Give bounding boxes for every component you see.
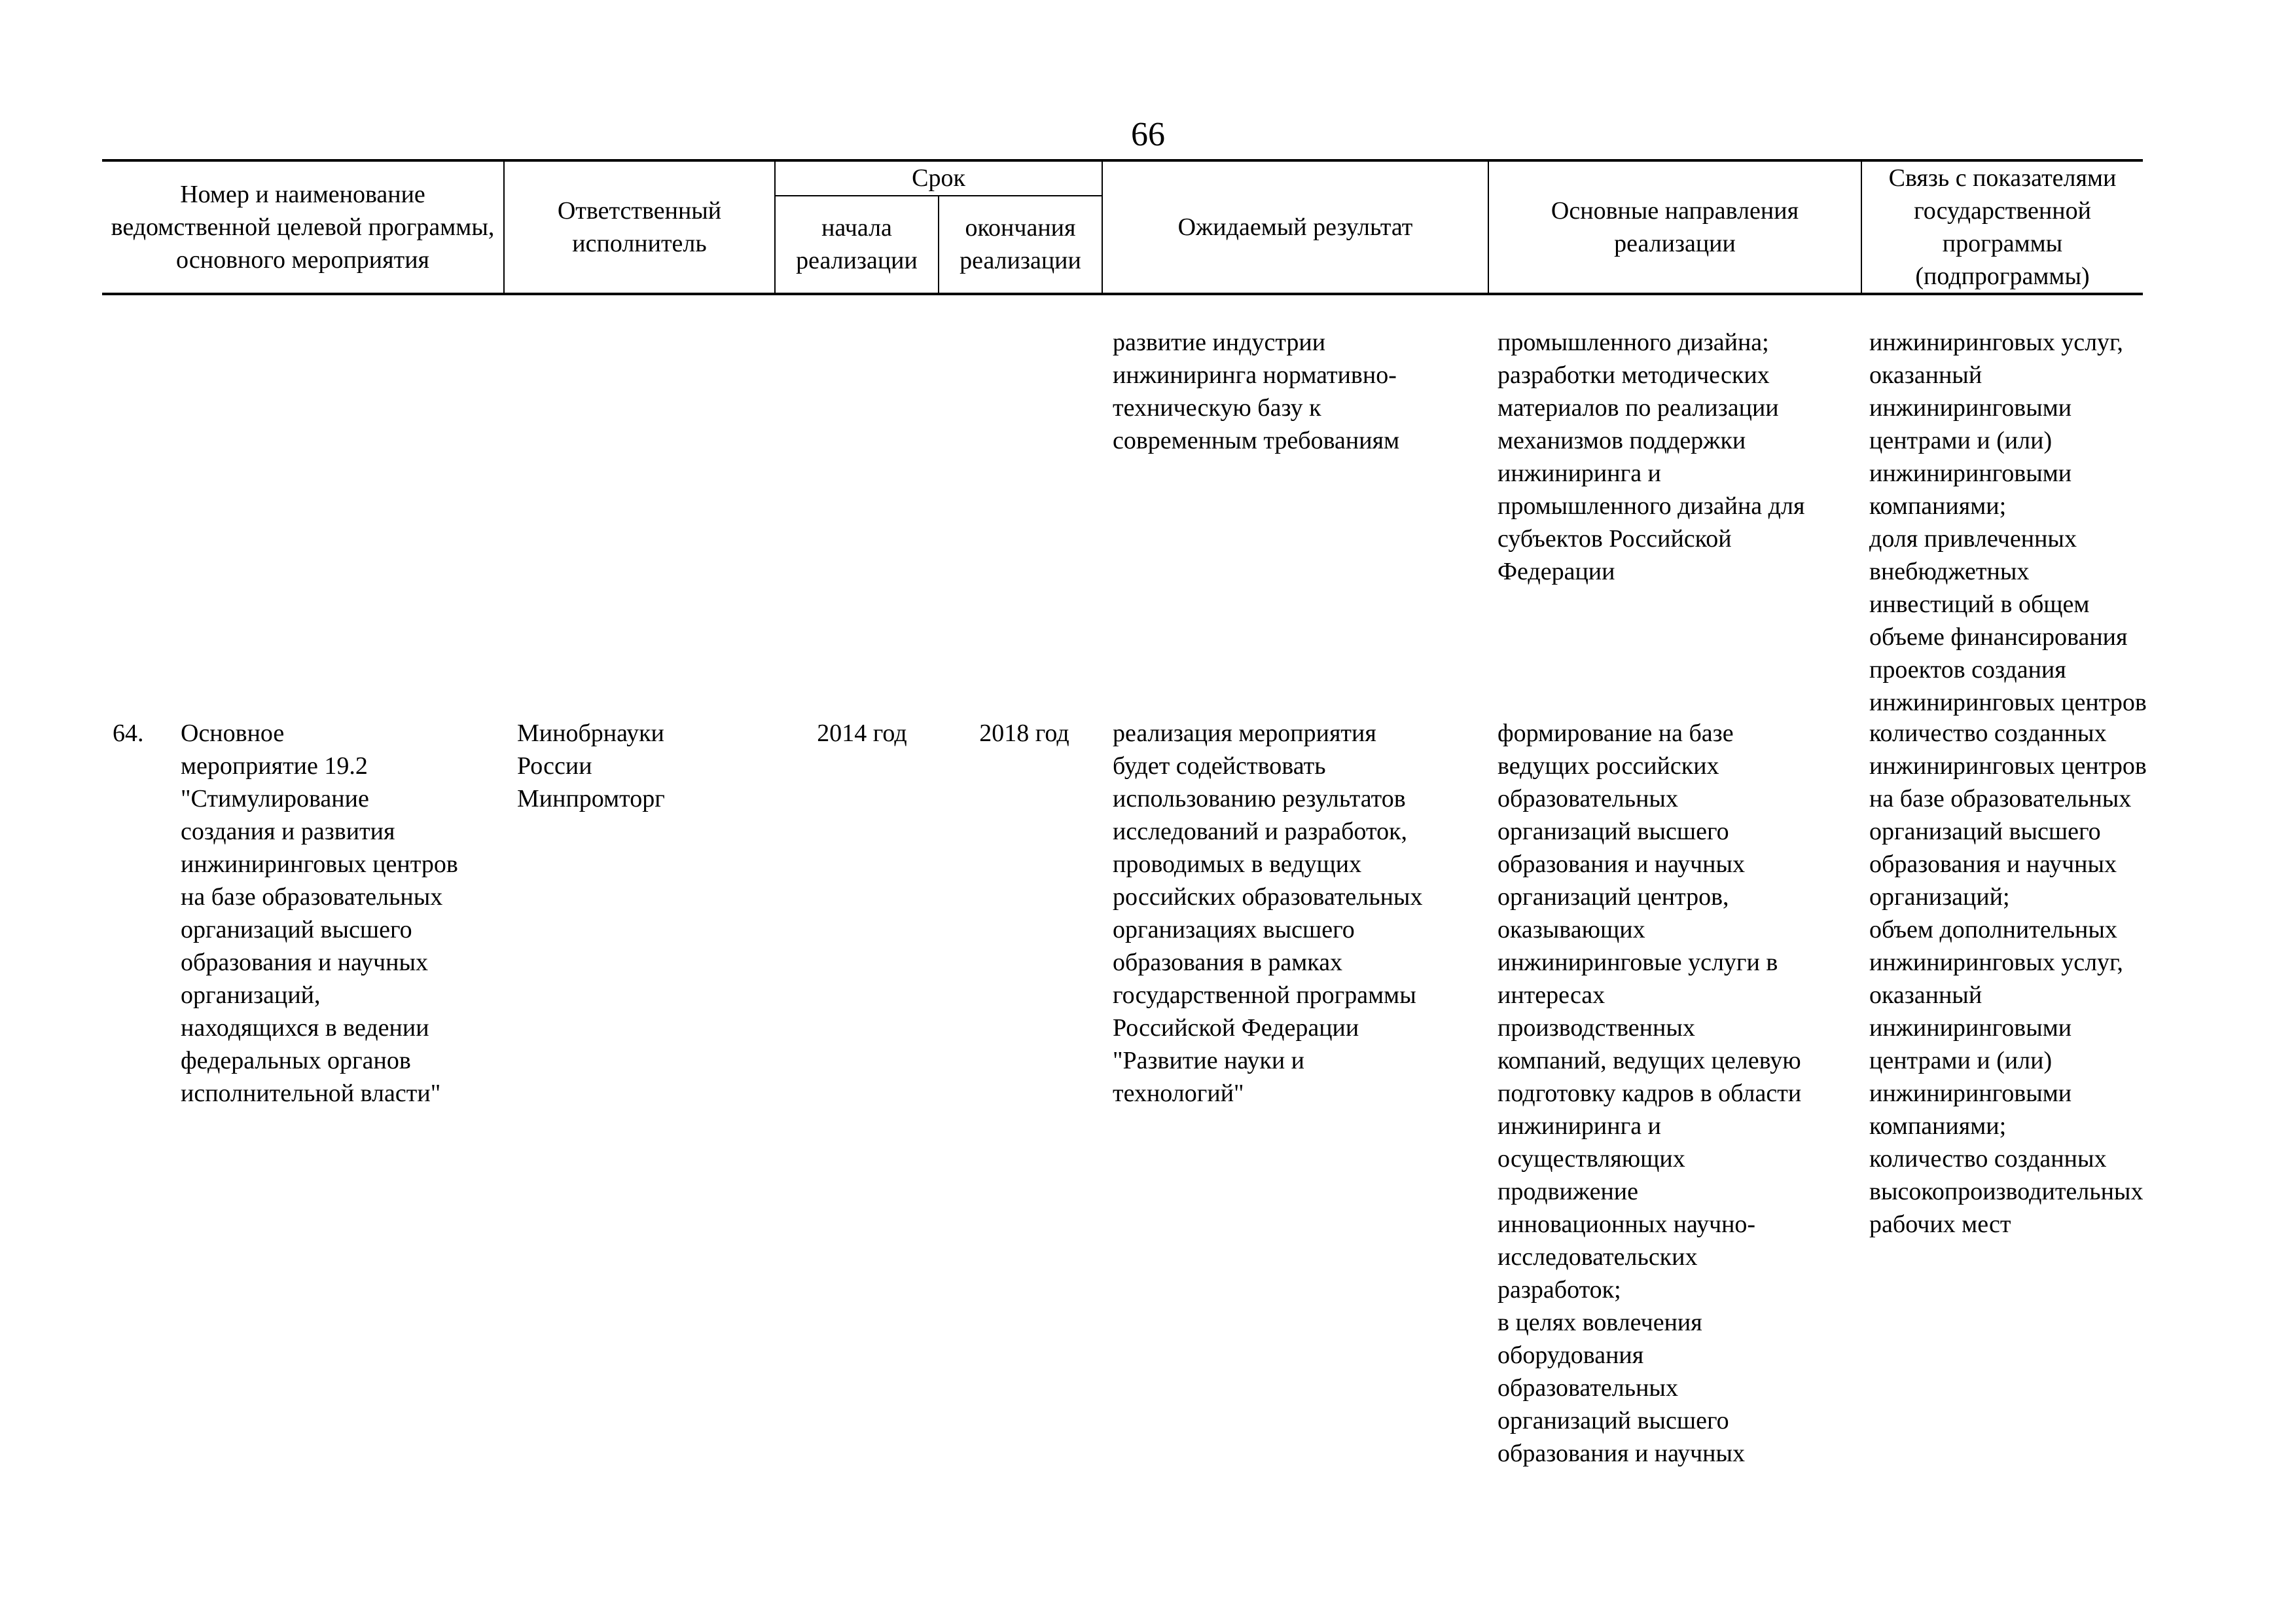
row-64-end: 2018 год (979, 720, 1069, 747)
header-start: начала реализации (775, 196, 939, 294)
row-64-name: Основное мероприятие 19.2 "Стимулирование создания и развития инжиниринговых центров на базе образовательных организаций высшего образования и научных организаций, находящихся в ведении федеральных органов исполнительной власти" (181, 720, 458, 1107)
header-indicators: Связь с показателями государственной программы (подпрограммы) (1861, 160, 2143, 294)
row-64-executor: Минобрнауки России Минпромторг (517, 720, 665, 812)
header-program-name: Номер и наименование ведомственной целевой программы, основного мероприятия (102, 160, 504, 294)
row-64-number: 64. (113, 720, 144, 747)
continuation-indicators: инжиниринговых услуг, оказанный инжиниринговыми центрами и (или) инжиниринговыми компаниями; доля привлеченных внебюджетных инвестиций в общем объеме финансирования проектов создания инжиниринговых центров (1869, 329, 2147, 716)
row-64-directions: формирование на базе ведущих российских образовательных организаций высшего образования и научных организаций центров, оказывающих инжиниринговые услуги в интересах производственных компаний, ведущих целевую подготовку кадров в области инжиниринга и осуществляющих продвижение инновационных научно- исследовательских разработок; в целях вовлечения оборудования образовательных организаций высшего образования и научных (1498, 720, 1802, 1467)
row-64-start: 2014 год (817, 720, 907, 747)
header-srok: Срок (775, 160, 1102, 196)
header-expected-result: Ожидаемый результат (1102, 160, 1488, 294)
row-64-result: реализация мероприятия будет содействовать использованию результатов исследований и разработок, проводимых в ведущих российских образовательных организациях высшего образования в рамках государственной программы Российской Федерации "Развитие науки и технологий" (1113, 720, 1423, 1107)
row-64-indicators: количество созданных инжиниринговых центров на базе образовательных организаций высшего образования и научных организаций; объем дополнительных инжиниринговых услуг, оказанный инжиниринговыми центрами и (или) инжиниринговыми компаниями; количество созданных высокопроизводительных рабочих мест (1869, 720, 2147, 1238)
header-executor: Ответственный исполнитель (504, 160, 775, 294)
continuation-result: развитие индустрии инжиниринга нормативно- техническую базу к современным требованиям (1113, 329, 1400, 454)
page-number: 66 (1131, 116, 1165, 153)
continuation-directions: промышленного дизайна; разработки методических материалов по реализации механизмов поддержки инжиниринга и промышленного дизайна для субъектов Российской Федерации (1498, 329, 1805, 585)
header-end: окончания реализации (939, 196, 1102, 294)
table-header (102, 159, 2143, 295)
header-directions: Основные направления реализации (1488, 160, 1861, 294)
